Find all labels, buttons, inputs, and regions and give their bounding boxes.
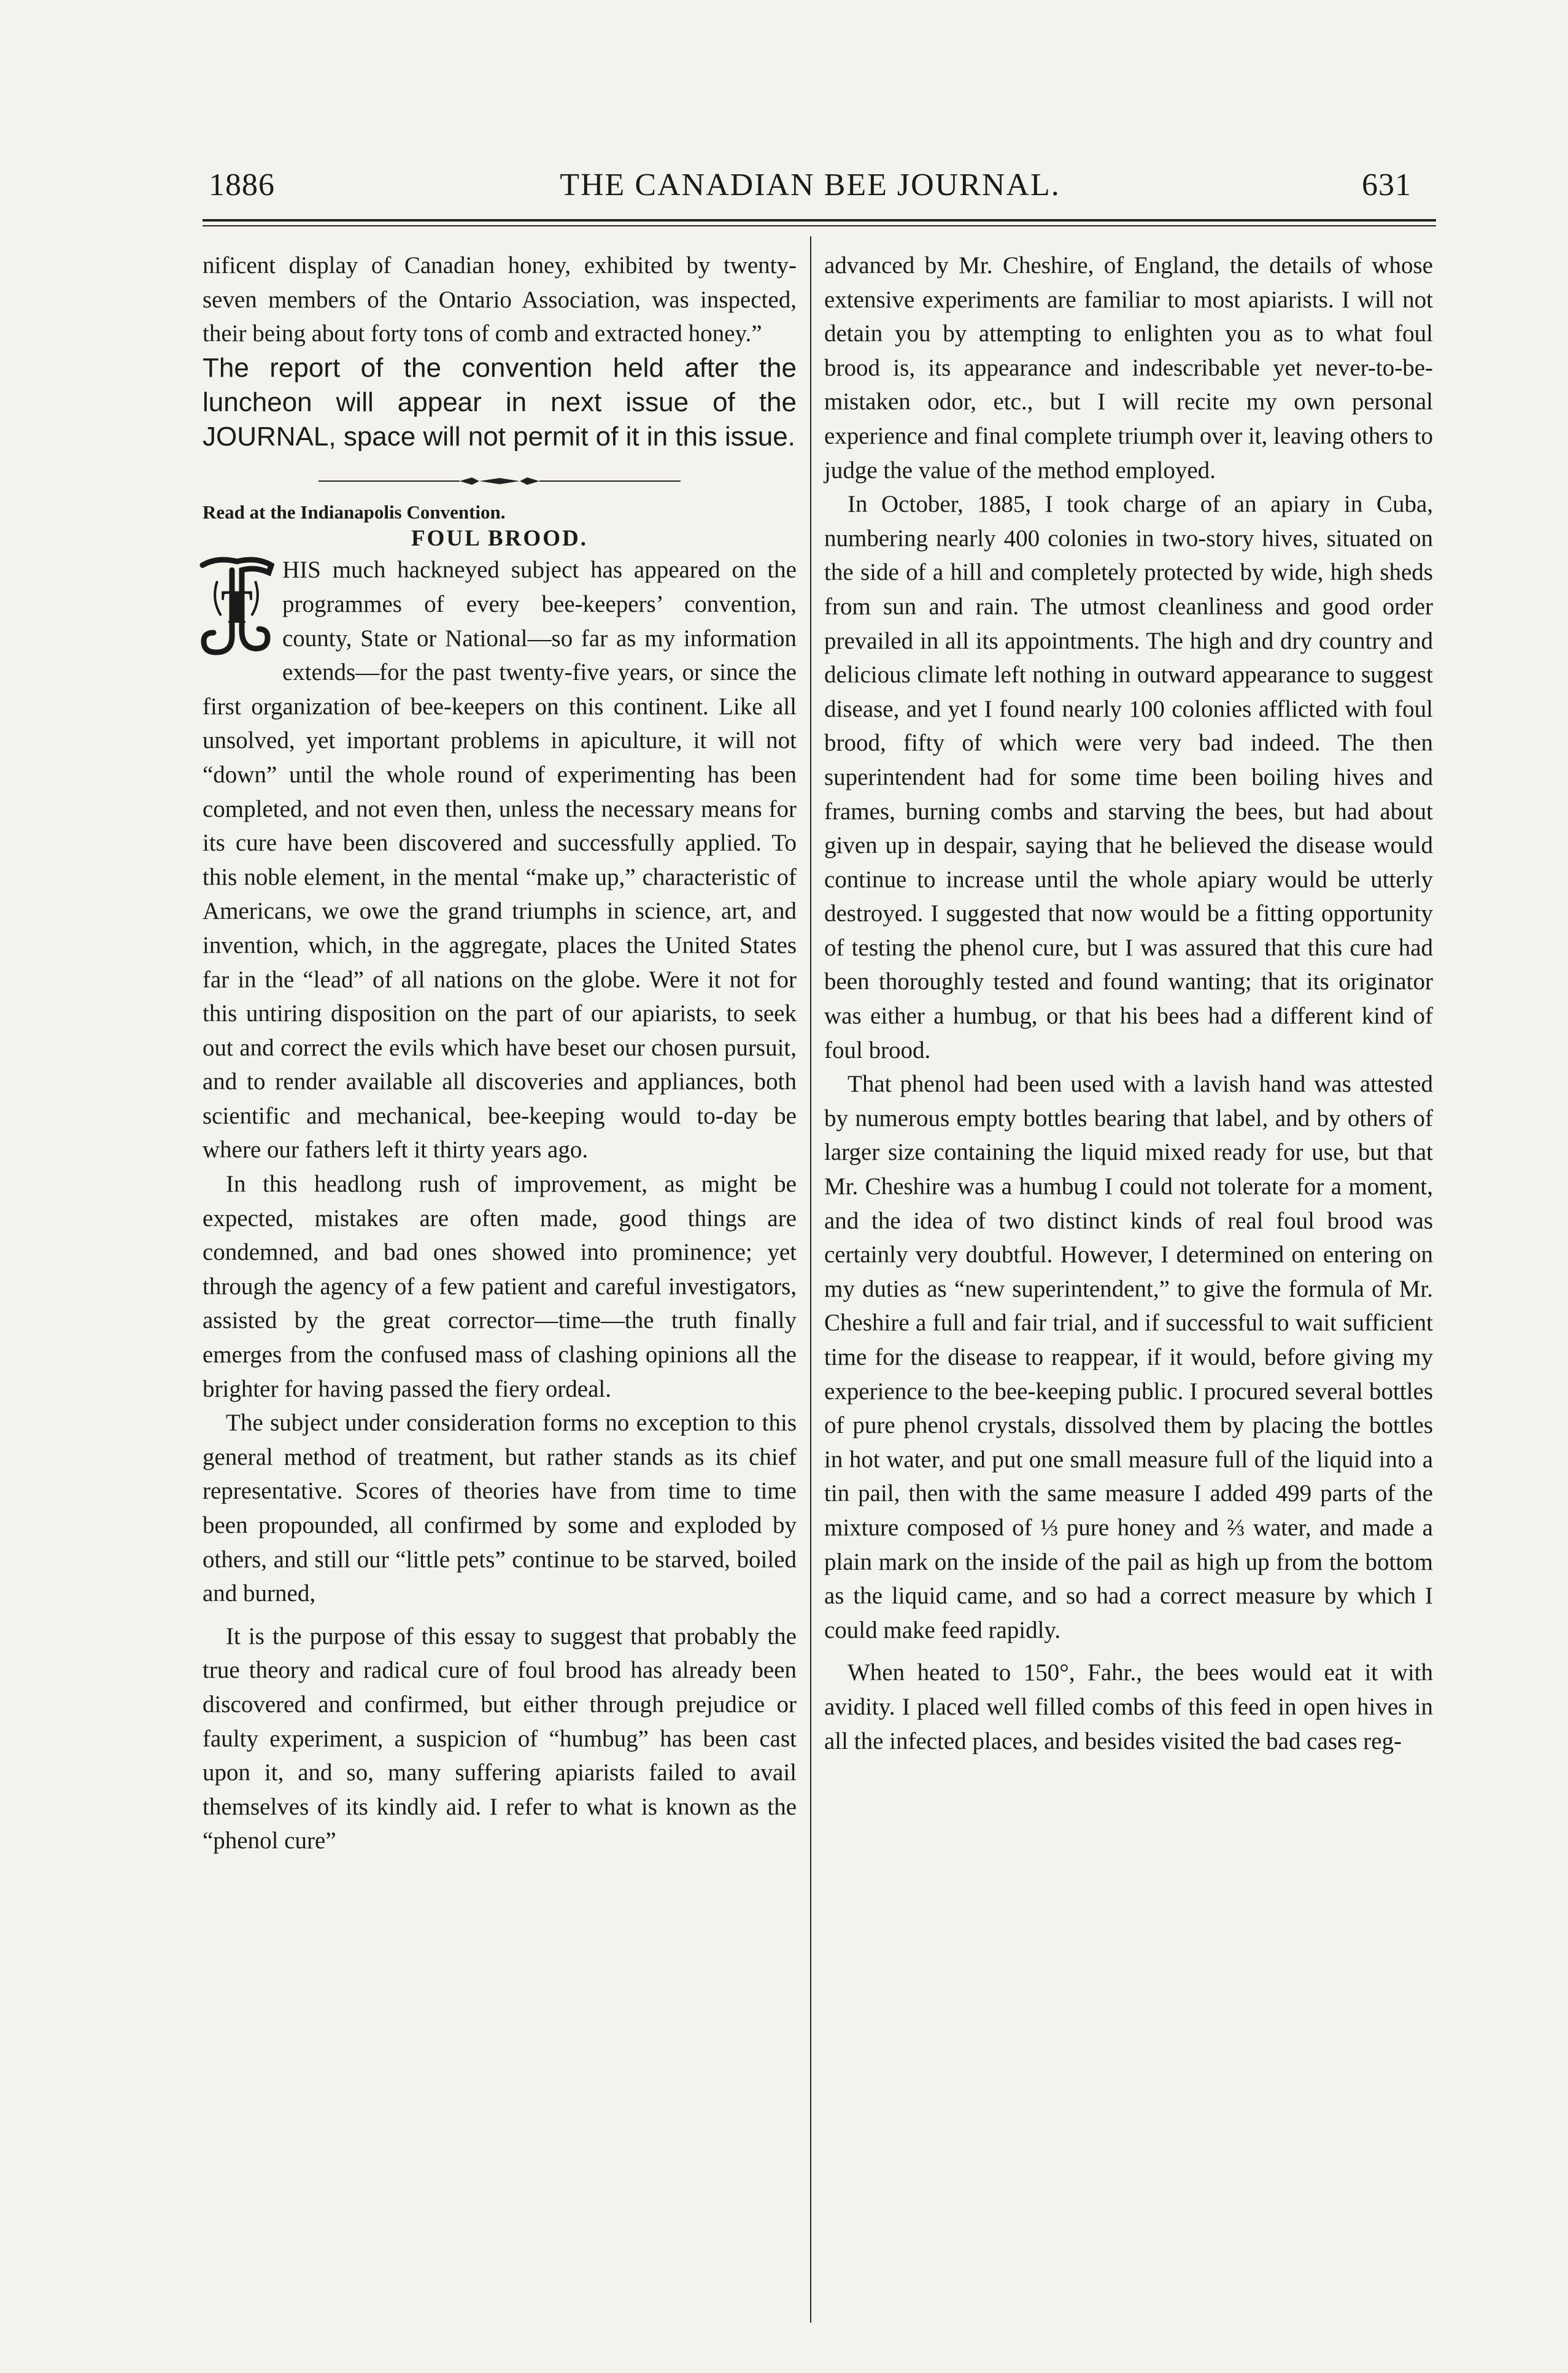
article-paragraph-3: The subject under consideration forms no exception to this general method of treatment, but rather stands as its chief representative. Scores of theories have from time to time been propounded, all confirmed by some and exploded by others, and still our “little pets” continue to be starved, boiled and burned, bbox=[203, 1410, 797, 1607]
ornament-divider bbox=[203, 461, 797, 496]
article-paragraph-1: HIS much hackneyed subject has appeared on the programmes of every bee-keepers’ convention, county, State or National—so far as my information extends—for the past twenty-five years, or since the first organization of bee-keepers on this continent. Like all unsolved, yet important problems in apiculture, it will not “down” until the whole round of experimenting has been completed, and not even then, unless the necessary means for its cure have been discovered and successfully applied. To this noble element, in the mental “make up,” characteristic of Americans, we owe the grand triumphs in science, art, and invention, which, in the aggregate, places the United States far in the “lead” of all nations on the globe. Were it not for this untiring disposition on the part of our apiarists, to seek out and correct the evils which have beset our chosen pursuit, and to render available all discoveries and appliances, both scientific and mechanical, bee-keeping would to-day be where our fathers left it thirty years ago. bbox=[203, 557, 797, 1163]
article-paragraph-8: When heated to 150°, Fahr., the bees would eat it with avidity. I placed well filled combs of this feed in open hives in all the infected places, and besides visited the bad cases reg- bbox=[824, 1659, 1433, 1754]
article-paragraph-5: advanced by Mr. Cheshire, of England, the details of whose extensive experiments are familiar to most apiarists. I will not detain you by attempting to enlighten you as to what foul brood is, its appearance and indescribable yet never-to-be-mistaken odor, etc., but I will recite my own personal experience and final complete triumph over it, leaving others to judge the value of the method employed. bbox=[824, 252, 1433, 484]
editor-note: The report of the convention held after the luncheon will appear in next issue of the JOURNAL, space will not permit of it in this issue. bbox=[203, 352, 797, 452]
right-column bbox=[824, 249, 1433, 1758]
journal-title: THE CANADIAN BEE JOURNAL. bbox=[560, 168, 1060, 203]
ornament-rule-icon bbox=[319, 476, 681, 486]
article-paragraph-6: In October, 1885, I took charge of an apiary in Cuba, numbering nearly 400 colonies in two-story hives, situated on the side of a hill and completely protected by wide, high sheds from sun and rain. The utmost cleanliness and good order prevailed in all its appointments. The high and dry country and delicious climate left nothing in outward appearance to suggest disease, and yet I found nearly 100 colonies afflicted with foul brood, fifty of which were very bad indeed. The then superintendent had for some time been boiling hives and frames, burning combs and starving the bees, but had about given up in despair, saying that he believed the disease would continue to increase until the whole apiary would be utterly destroyed. I suggested that now would be a fitting opportunity of testing the phenol cure, but I was assured that this cure had been thoroughly tested and found wanting; that its originator was either a humbug, or that his bees had a different kind of foul brood. bbox=[824, 491, 1433, 1063]
drop-cap-ornament-icon bbox=[199, 557, 275, 657]
article-opening bbox=[203, 553, 797, 1167]
article-paragraph-4: It is the purpose of this essay to suggest that probably the true theory and radical cure of foul brood has already been discovered and confirmed, but either through prejudice or faulty experiment, a suspicion of “humbug” has been cast upon it, and so, many suffering apiarists failed to avail themselves of its kindly aid. I refer to what is known as the “phenol cure” bbox=[203, 1623, 797, 1854]
continued-paragraph: nificent display of Canadian honey, exhibited by twenty-seven members of the Ontario Association, was inspected, their being about forty tons of comb and extracted honey.” bbox=[203, 252, 797, 347]
header-rule-thick bbox=[203, 219, 1436, 222]
drop-cap-letter: T bbox=[220, 580, 253, 634]
column-divider bbox=[810, 236, 811, 2323]
page-number: 631 bbox=[1362, 168, 1412, 203]
article-heading: FOUL BROOD. bbox=[411, 526, 588, 552]
running-header bbox=[209, 167, 1412, 206]
drop-cap bbox=[199, 557, 275, 657]
header-year: 1886 bbox=[209, 168, 275, 203]
article-paragraph-2: In this headlong rush of improvement, as might be expected, mistakes are often made, good things are condemned, and bad ones showed into prominence; yet through the agency of a few patient and careful investigators, assisted by the great corrector—time—the truth finally emerges from the confused mass of clashing opinions all the brighter for having passed the fiery ordeal. bbox=[203, 1171, 797, 1402]
header-rule-thin bbox=[203, 225, 1436, 226]
article-paragraph-7: That phenol had been used with a lavish hand was attested by numerous empty bottles bearing that label, and by others of larger size containing the liquid mixed ready for use, but that Mr. Cheshire was a humbug I could not tolerate for a moment, and the idea of two distinct kinds of real foul brood was certainly very doubtful. However, I determined on entering on my duties as “new superintendent,” to give the formula of Mr. Cheshire a full and fair trial, and if successful to wait sufficient time for the disease to reappear, if it would, before giving my experience to the bee-keeping public. I procured several bottles of pure phenol crystals, dissolved them by placing the bottles in hot water, and put one small measure full of the liquid into a tin pail, then with the same measure I added 499 parts of the mixture composed of ⅓ pure honey and ⅔ water, and made a plain mark on the inside of the pail as high up from the bottom as the liquid came, and so had a correct measure by which I could make feed rapidly. bbox=[824, 1071, 1433, 1643]
read-at-line: Read at the Indianapolis Convention. bbox=[203, 501, 506, 523]
left-column bbox=[203, 249, 797, 1858]
